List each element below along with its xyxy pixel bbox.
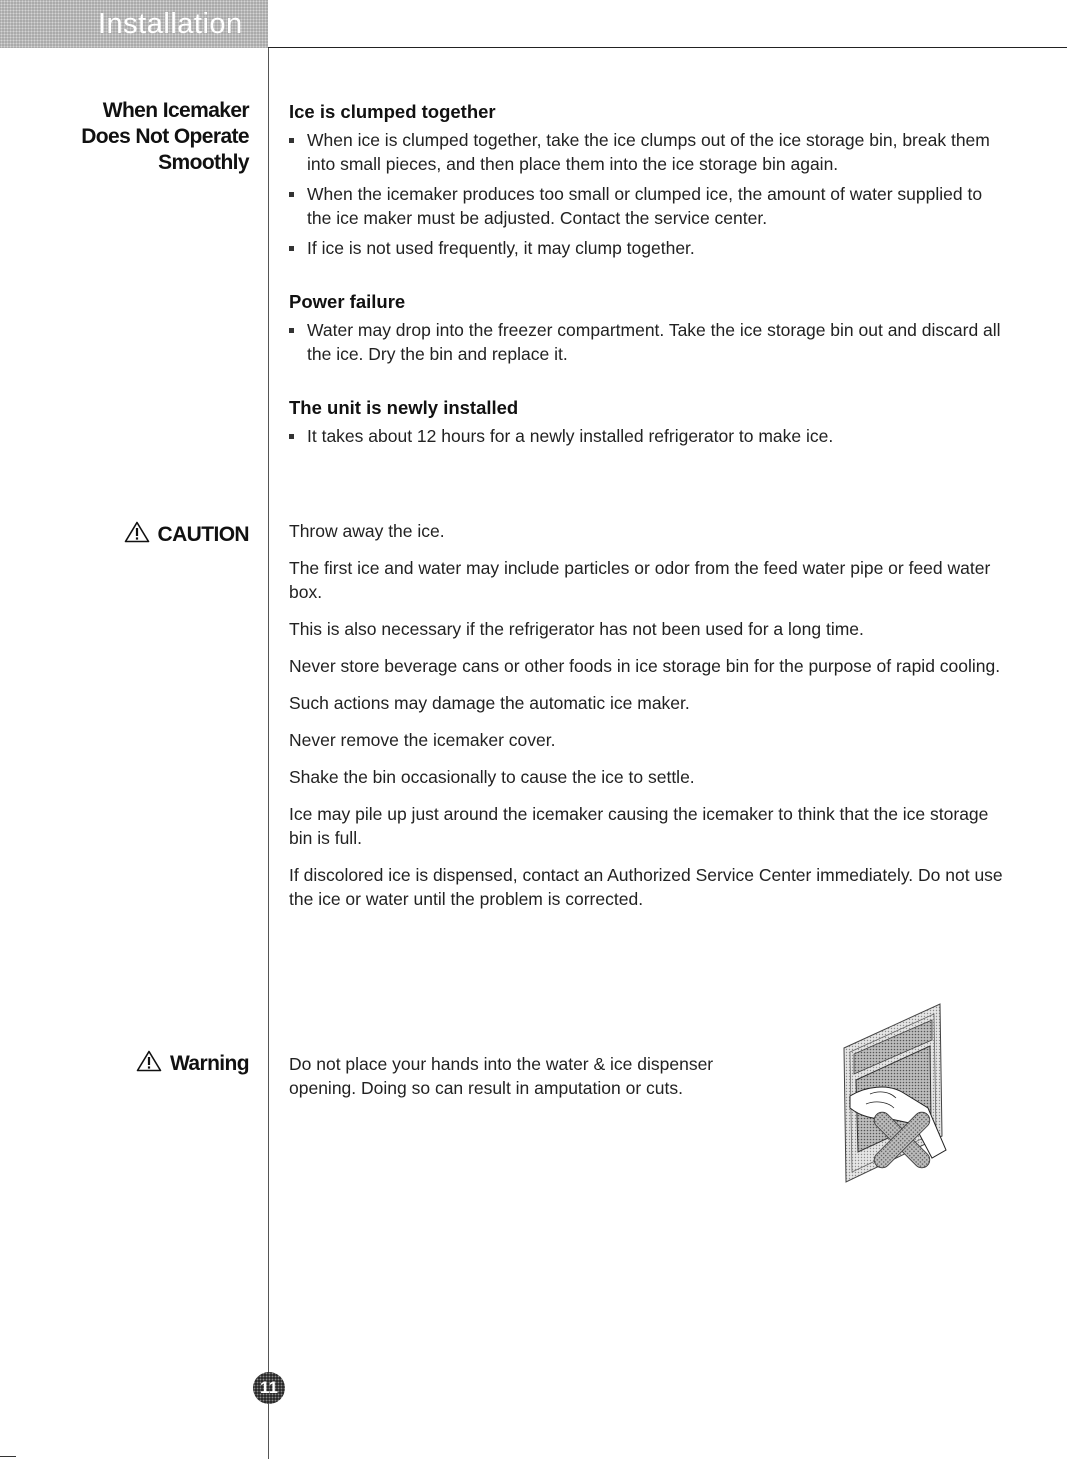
caution-paragraph: If discolored ice is dispensed, contact an Authorized Service Center immediately. Do not use the ice or water until the problem is corrected.	[289, 865, 1003, 909]
caution-paragraph: Shake the bin occasionally to cause the ice to settle.	[289, 767, 695, 787]
crop-mark	[0, 1456, 16, 1457]
caution-paragraph: Ice may pile up just around the icemaker causing the icemaker to think that the ice storage bin is full.	[289, 804, 989, 848]
caution-section-content	[289, 519, 1009, 924]
clumped-group	[289, 100, 1009, 260]
heading-line: Smoothly	[158, 151, 249, 174]
icemaker-section-content	[289, 100, 1009, 454]
caution-paragraph: Throw away the ice.	[289, 521, 445, 541]
column-divider	[268, 48, 269, 1459]
section-header-tab	[0, 0, 268, 48]
bullet-item: When ice is clumped together, take the ice clumps out of the ice storage bin, break them into small pieces, and then place them into the ice storage bin again.	[289, 128, 1009, 176]
header-rule	[268, 47, 1067, 48]
bullet-item: When the icemaker produces too small or clumped ice, the amount of water supplied to the ice maker must be adjusted. Contact the service center.	[289, 182, 1009, 230]
warning-triangle-icon	[136, 1050, 162, 1072]
bullet-item: Water may drop into the freezer compartment. Take the ice storage bin out and discard all the ice. Dry the bin and replace it.	[289, 318, 1009, 366]
page-number-badge: 11	[253, 1372, 285, 1404]
icemaker-section-heading	[81, 98, 249, 176]
heading-line: When Icemaker	[102, 99, 249, 122]
section-title: Installation	[98, 8, 243, 40]
caution-paragraph: Never remove the icemaker cover.	[289, 730, 556, 750]
warning-triangle-icon	[124, 521, 150, 543]
caution-paragraph: The first ice and water may include particles or odor from the feed water pipe or feed water box.	[289, 558, 991, 602]
dispenser-hand-prohibited-illustration	[836, 1000, 948, 1186]
bullet-item: It takes about 12 hours for a newly installed refrigerator to make ice.	[289, 424, 1009, 448]
caution-paragraph: This is also necessary if the refrigerator has not been used for a long time.	[289, 619, 864, 639]
bullet-item: If ice is not used frequently, it may clump together.	[289, 236, 1009, 260]
caution-paragraph: Such actions may damage the automatic ice maker.	[289, 693, 690, 713]
warning-heading	[136, 1050, 249, 1077]
newly-installed-group	[289, 396, 1009, 448]
caution-label: CAUTION	[157, 523, 249, 546]
warning-section-content	[289, 1052, 759, 1113]
group-title: Power failure	[289, 291, 406, 312]
caution-paragraph: Never store beverage cans or other foods in ice storage bin for the purpose of rapid cooling.	[289, 656, 1001, 676]
warning-text: Do not place your hands into the water & ice dispenser opening. Doing so can result in amputation or cuts.	[289, 1054, 714, 1098]
heading-line: Does Not Operate	[81, 125, 249, 148]
power-failure-group	[289, 290, 1009, 366]
group-title: The unit is newly installed	[289, 397, 519, 418]
group-title: Ice is clumped together	[289, 101, 496, 122]
caution-heading	[124, 521, 249, 548]
warning-label: Warning	[169, 1052, 249, 1075]
